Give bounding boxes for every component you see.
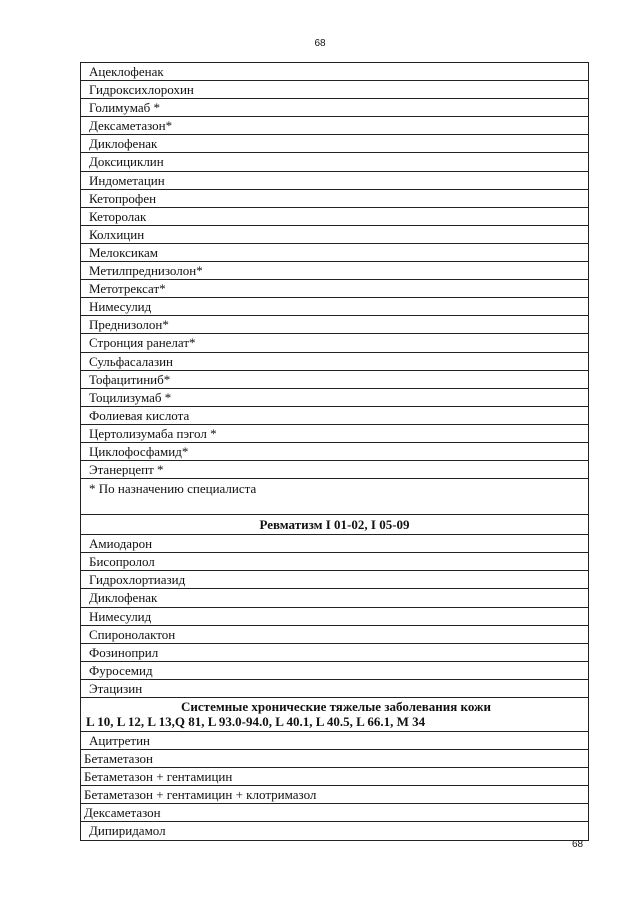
- note-row: * По назначению специалиста: [81, 479, 588, 515]
- drug-row: Бетаметазон: [81, 750, 588, 768]
- drug-row: Цертолизумаба пэгол *: [81, 425, 588, 443]
- drug-row: Тофацитиниб*: [81, 371, 588, 389]
- drug-row: Ацитретин: [81, 732, 588, 750]
- drug-row: Фозиноприл: [81, 644, 588, 662]
- drug-row: Фуросемид: [81, 662, 588, 680]
- drug-table: [80, 62, 589, 841]
- drug-row: Диклофенак: [81, 589, 588, 607]
- page-number-top: 68: [314, 38, 326, 49]
- drug-row: Метотрексат*: [81, 280, 588, 298]
- drug-row: Нимесулид: [81, 608, 588, 626]
- drug-row: Стронция ранелат*: [81, 334, 588, 352]
- section-title-rheumatism: Ревматизм I 01-02, I 05-09: [81, 515, 588, 535]
- table3-group: [81, 732, 588, 841]
- drug-row: Бетаметазон + гентамицин + клотримазол: [81, 786, 588, 804]
- drug-row: Ацеклофенак: [81, 63, 588, 81]
- drug-row: Кеторолак: [81, 208, 588, 226]
- drug-row: Этацизин: [81, 680, 588, 698]
- drug-row: Дексаметазон: [81, 804, 588, 822]
- drug-row: Этанерцепт *: [81, 461, 588, 479]
- drug-row: Кетопрофен: [81, 190, 588, 208]
- drug-row: Спиронолактон: [81, 626, 588, 644]
- drug-row: Дексаметазон*: [81, 117, 588, 135]
- drug-row: Амиодарон: [81, 535, 588, 553]
- drug-row: Колхицин: [81, 226, 588, 244]
- drug-row: Доксициклин: [81, 153, 588, 171]
- drug-row: Сульфасалазин: [81, 353, 588, 371]
- drug-row: Бисопролол: [81, 553, 588, 571]
- drug-row: Метилпреднизолон*: [81, 262, 588, 280]
- page-number-bottom: 68: [572, 839, 584, 850]
- section-title-skin: [81, 698, 588, 732]
- table1-group: [81, 63, 588, 479]
- drug-row: Тоцилизумаб *: [81, 389, 588, 407]
- drug-row: Гидрохлортиазид: [81, 571, 588, 589]
- drug-row: Преднизолон*: [81, 316, 588, 334]
- section-codes-skin: L 10, L 12, L 13,Q 81, L 93.0-94.0, L 40.1, L 40.5, L 66.1, M 34: [86, 714, 426, 729]
- drug-row: Гидроксихлорохин: [81, 81, 588, 99]
- drug-row: Индометацин: [81, 172, 588, 190]
- drug-row: Диклофенак: [81, 135, 588, 153]
- table2-group: [81, 535, 588, 698]
- drug-row: Дипиридамол: [81, 822, 588, 840]
- drug-row: Голимумаб *: [81, 99, 588, 117]
- drug-row: Циклофосфамид*: [81, 443, 588, 461]
- drug-row: Нимесулид: [81, 298, 588, 316]
- drug-row: Фолиевая кислота: [81, 407, 588, 425]
- section-title-skin-text: Системные хронические тяжелые заболевания кожи: [181, 699, 491, 714]
- drug-row: Бетаметазон + гентамицин: [81, 768, 588, 786]
- drug-row: Мелоксикам: [81, 244, 588, 262]
